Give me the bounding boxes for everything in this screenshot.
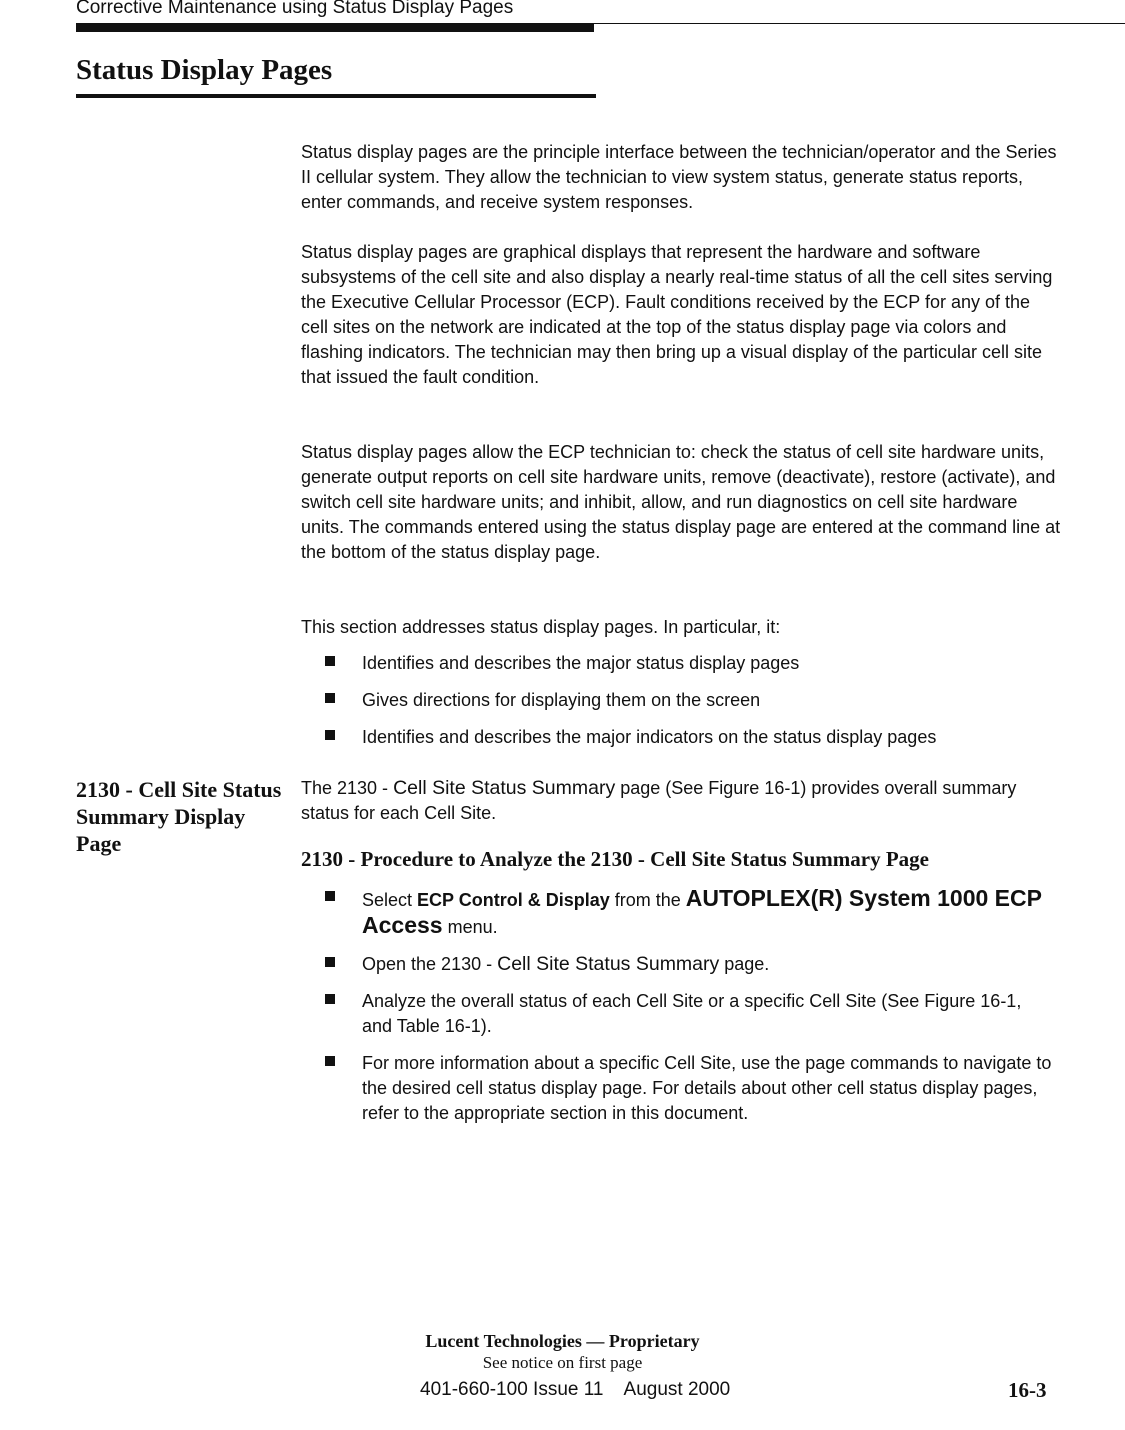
bullet-square-icon bbox=[325, 957, 335, 967]
bullet-square-icon bbox=[325, 1056, 335, 1066]
section-scope-intro bbox=[301, 615, 1061, 640]
text-run: The 2130 - bbox=[301, 778, 394, 798]
menu-name: AUTOPLEX(R) System 1000 ECP Access bbox=[362, 885, 1042, 938]
paragraph-text: Status display pages are the principle interface between the technician/operator and the Series II cellular system. They allow the technician to view system status, generate status reports, enter commands, and receive system responses. bbox=[301, 142, 1057, 212]
paragraph-text: Status display pages allow the ECP technician to: check the status of cell site hardware units, generate output reports on cell site hardware units, remove (deactivate), restore (activate), and switch cell site hardware units; and inhibit, allow, and run diagnostics on cell site hardware units. The commands entered using the status display page are entered at the command line at the bottom of the status display page. bbox=[301, 442, 1061, 562]
list-item bbox=[325, 886, 1055, 940]
list-item bbox=[325, 688, 1055, 713]
list-item bbox=[325, 725, 1055, 750]
list-item bbox=[325, 989, 1055, 1039]
list-item-text: For more information about a specific Cell Site, use the page commands to navigate to the desired cell status display page. For details about other cell status display pages, refer to the appropriate section in this document. bbox=[362, 1053, 1052, 1123]
paragraph-summary bbox=[301, 776, 1061, 826]
bullet-square-icon bbox=[325, 994, 335, 1004]
side-heading: 2130 - Cell Site Status Summary Display Page bbox=[76, 777, 282, 856]
footer-notice: See notice on first page bbox=[482, 1353, 643, 1372]
paragraph-graphical bbox=[301, 240, 1061, 390]
paragraph-intro bbox=[301, 140, 1061, 215]
procedure-step-list bbox=[325, 886, 1055, 1138]
text-run: page. bbox=[719, 954, 770, 974]
page-name: Cell Site Status Summary bbox=[497, 953, 720, 975]
text-run: Select bbox=[362, 890, 418, 910]
section-title: Status Display Pages bbox=[76, 54, 333, 86]
list-item bbox=[325, 952, 1055, 977]
paragraph-text: Status display pages are graphical displays that represent the hardware and software subsystems of the cell site and also display a nearly real-time status of all the cell sites serving the Executive Cellular Processor (ECP). Fault conditions received by the ECP for any of the cell sites on the network are indicated at the top of the status display page via colors and flashing indicators. The technician may then bring up a visual display of the particular cell site that issued the fault condition. bbox=[301, 242, 1053, 387]
bullet-square-icon bbox=[325, 693, 335, 703]
text-run: page (See Figure 16-1) provides overall summary status for each Cell Site. bbox=[301, 778, 1017, 823]
list-item-text bbox=[362, 954, 769, 974]
list-item-text bbox=[362, 885, 1042, 938]
list-item bbox=[325, 1051, 1055, 1126]
list-item-text: Gives directions for displaying them on the screen bbox=[362, 690, 761, 710]
running-header: Corrective Maintenance using Status Display Pages bbox=[76, 0, 514, 18]
bullet-square-icon bbox=[325, 730, 335, 740]
menu-item-name: ECP Control & Display bbox=[417, 890, 610, 910]
paragraph-text bbox=[301, 776, 1061, 826]
page-name: Cell Site Status Summary bbox=[393, 777, 616, 799]
title-rule bbox=[76, 94, 596, 98]
text-run: Open the 2130 - bbox=[362, 954, 498, 974]
page-number: 16-3 bbox=[1008, 1378, 1047, 1402]
bullet-square-icon bbox=[325, 891, 335, 901]
text-run: menu. bbox=[442, 917, 498, 937]
text-run: from the bbox=[609, 890, 686, 910]
header-rule-bar bbox=[76, 24, 594, 32]
bullet-square-icon bbox=[325, 656, 335, 666]
list-item-text: Identifies and describes the major indicators on the status display pages bbox=[362, 727, 937, 747]
procedure-heading: 2130 - Procedure to Analyze the 2130 - Cell Site Status Summary Page bbox=[301, 847, 929, 871]
list-item-text: Identifies and describes the major status display pages bbox=[362, 653, 800, 673]
paragraph-text: This section addresses status display pages. In particular, it: bbox=[301, 617, 781, 637]
footer-doc-info: 401-660-100 Issue 11 August 2000 bbox=[420, 1379, 731, 1400]
list-item bbox=[325, 651, 1055, 676]
paragraph-capabilities bbox=[301, 440, 1061, 565]
footer-company: Lucent Technologies — Proprietary bbox=[425, 1331, 700, 1351]
list-item-text: Analyze the overall status of each Cell Site or a specific Cell Site (See Figure 16-1, and Table 16-1). bbox=[362, 991, 1022, 1036]
scope-bullet-list bbox=[325, 651, 1055, 762]
